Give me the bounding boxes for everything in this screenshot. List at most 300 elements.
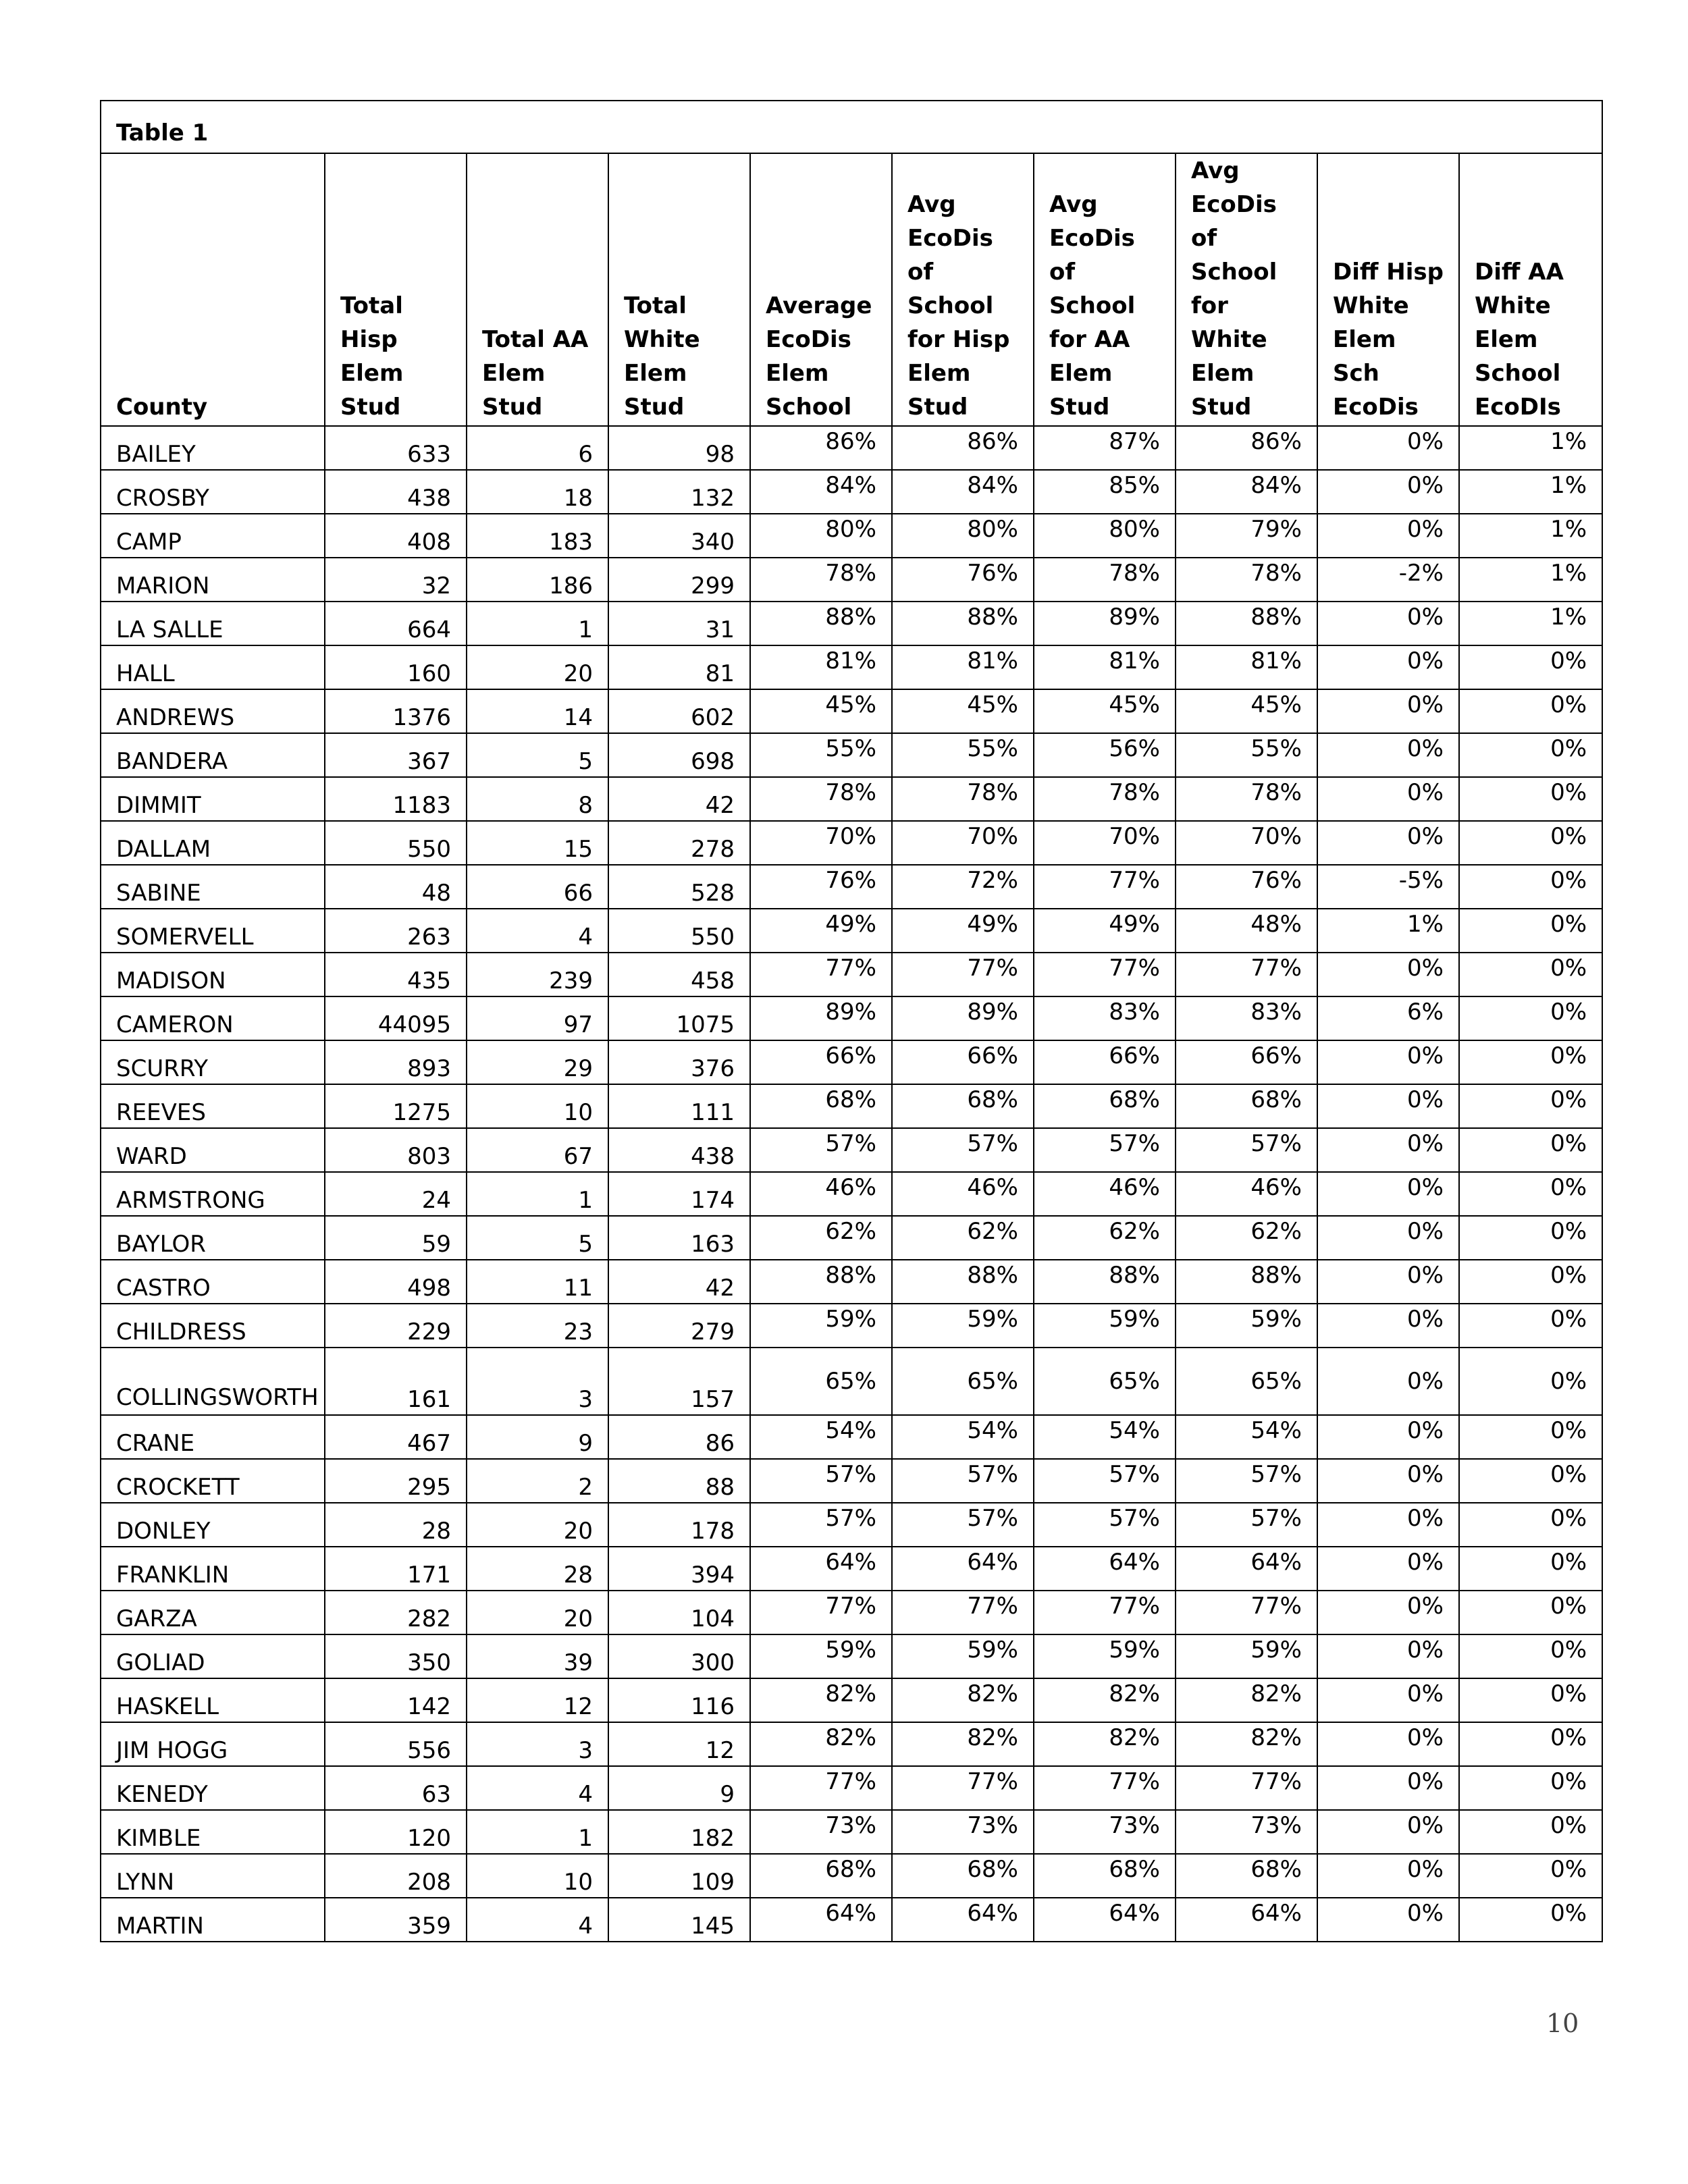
value-cell: 87% bbox=[1034, 426, 1176, 470]
value-cell: 64% bbox=[1176, 1898, 1317, 1942]
value-cell: 82% bbox=[1034, 1722, 1176, 1766]
value-cell: 59% bbox=[892, 1304, 1034, 1348]
value-cell: 438 bbox=[608, 1128, 750, 1172]
value-cell: 1183 bbox=[325, 777, 467, 821]
value-cell: 0% bbox=[1317, 1678, 1459, 1722]
value-cell: 70% bbox=[1034, 821, 1176, 865]
value-cell: 57% bbox=[1034, 1128, 1176, 1172]
value-cell: 0% bbox=[1317, 953, 1459, 996]
value-cell: 78% bbox=[750, 558, 892, 602]
value-cell: 65% bbox=[750, 1348, 892, 1415]
value-cell: 64% bbox=[1176, 1547, 1317, 1591]
value-cell: 0% bbox=[1317, 1260, 1459, 1304]
value-cell: 42 bbox=[608, 1260, 750, 1304]
value-cell: 893 bbox=[325, 1040, 467, 1084]
value-cell: 1 bbox=[467, 602, 608, 645]
value-cell: 0% bbox=[1459, 1459, 1602, 1503]
value-cell: 68% bbox=[892, 1084, 1034, 1128]
column-header: Total White Elem Stud bbox=[608, 153, 750, 426]
value-cell: 77% bbox=[1034, 865, 1176, 909]
value-cell: 161 bbox=[325, 1348, 467, 1415]
column-header: Total Hisp Elem Stud bbox=[325, 153, 467, 426]
value-cell: 282 bbox=[325, 1591, 467, 1634]
value-cell: 73% bbox=[892, 1810, 1034, 1854]
value-cell: 54% bbox=[1034, 1415, 1176, 1459]
value-cell: 5 bbox=[467, 733, 608, 777]
value-cell: 1% bbox=[1317, 909, 1459, 953]
value-cell: 208 bbox=[325, 1854, 467, 1898]
value-cell: 24 bbox=[325, 1172, 467, 1216]
value-cell: 458 bbox=[608, 953, 750, 996]
county-cell: JIM HOGG bbox=[101, 1722, 325, 1766]
county-cell: BANDERA bbox=[101, 733, 325, 777]
value-cell: 104 bbox=[608, 1591, 750, 1634]
value-cell: 1275 bbox=[325, 1084, 467, 1128]
county-cell: ARMSTRONG bbox=[101, 1172, 325, 1216]
table-row bbox=[101, 733, 1602, 777]
value-cell: 65% bbox=[1176, 1348, 1317, 1415]
value-cell: 0% bbox=[1317, 1634, 1459, 1678]
value-cell: 54% bbox=[1176, 1415, 1317, 1459]
value-cell: 62% bbox=[892, 1216, 1034, 1260]
value-cell: 59% bbox=[1034, 1304, 1176, 1348]
county-cell: GOLIAD bbox=[101, 1634, 325, 1678]
value-cell: 10 bbox=[467, 1854, 608, 1898]
value-cell: 65% bbox=[1034, 1348, 1176, 1415]
value-cell: 182 bbox=[608, 1810, 750, 1854]
county-cell: WARD bbox=[101, 1128, 325, 1172]
value-cell: 0% bbox=[1317, 1459, 1459, 1503]
value-cell: 97 bbox=[467, 996, 608, 1040]
value-cell: 66% bbox=[750, 1040, 892, 1084]
value-cell: 89% bbox=[1034, 602, 1176, 645]
value-cell: 88% bbox=[1034, 1260, 1176, 1304]
value-cell: 0% bbox=[1317, 1216, 1459, 1260]
value-cell: 120 bbox=[325, 1810, 467, 1854]
value-cell: 88% bbox=[750, 1260, 892, 1304]
value-cell: 4 bbox=[467, 909, 608, 953]
value-cell: 186 bbox=[467, 558, 608, 602]
value-cell: 142 bbox=[325, 1678, 467, 1722]
value-cell: 0% bbox=[1317, 1766, 1459, 1810]
value-cell: 88% bbox=[1176, 602, 1317, 645]
value-cell: 0% bbox=[1459, 1634, 1602, 1678]
value-cell: 0% bbox=[1459, 996, 1602, 1040]
value-cell: 0% bbox=[1459, 1678, 1602, 1722]
column-header: County bbox=[101, 153, 325, 426]
county-cell: CHILDRESS bbox=[101, 1304, 325, 1348]
value-cell: 20 bbox=[467, 645, 608, 689]
value-cell: 0% bbox=[1459, 1216, 1602, 1260]
value-cell: 0% bbox=[1317, 1591, 1459, 1634]
county-cell: GARZA bbox=[101, 1591, 325, 1634]
value-cell: 3 bbox=[467, 1348, 608, 1415]
value-cell: 45% bbox=[1176, 689, 1317, 733]
county-cell: KENEDY bbox=[101, 1766, 325, 1810]
value-cell: 45% bbox=[892, 689, 1034, 733]
county-cell: CAMERON bbox=[101, 996, 325, 1040]
value-cell: 45% bbox=[750, 689, 892, 733]
value-cell: 78% bbox=[750, 777, 892, 821]
value-cell: 1% bbox=[1459, 514, 1602, 558]
county-cell: CAMP bbox=[101, 514, 325, 558]
page-number: 10 bbox=[1546, 2008, 1579, 2038]
value-cell: 57% bbox=[892, 1128, 1034, 1172]
value-cell: 0% bbox=[1317, 1172, 1459, 1216]
value-cell: 82% bbox=[1176, 1722, 1317, 1766]
value-cell: 0% bbox=[1317, 1547, 1459, 1591]
value-cell: 81 bbox=[608, 645, 750, 689]
value-cell: 77% bbox=[750, 953, 892, 996]
table-row bbox=[101, 777, 1602, 821]
value-cell: 8 bbox=[467, 777, 608, 821]
table-row bbox=[101, 1810, 1602, 1854]
value-cell: 3 bbox=[467, 1722, 608, 1766]
value-cell: 367 bbox=[325, 733, 467, 777]
value-cell: 54% bbox=[892, 1415, 1034, 1459]
value-cell: 72% bbox=[892, 865, 1034, 909]
value-cell: 64% bbox=[892, 1898, 1034, 1942]
column-header: Average EcoDis Elem School bbox=[750, 153, 892, 426]
value-cell: 0% bbox=[1459, 645, 1602, 689]
value-cell: 82% bbox=[1034, 1678, 1176, 1722]
value-cell: 81% bbox=[1034, 645, 1176, 689]
value-cell: 0% bbox=[1459, 1260, 1602, 1304]
value-cell: 5 bbox=[467, 1216, 608, 1260]
value-cell: 59% bbox=[1034, 1634, 1176, 1678]
table-row bbox=[101, 1348, 1602, 1415]
value-cell: 279 bbox=[608, 1304, 750, 1348]
value-cell: 59% bbox=[750, 1304, 892, 1348]
value-cell: 59% bbox=[1176, 1304, 1317, 1348]
value-cell: 0% bbox=[1317, 777, 1459, 821]
value-cell: 78% bbox=[1034, 777, 1176, 821]
value-cell: 84% bbox=[1176, 470, 1317, 514]
table-row bbox=[101, 1634, 1602, 1678]
value-cell: 0% bbox=[1459, 1415, 1602, 1459]
table-title: Table 1 bbox=[101, 101, 1602, 153]
value-cell: 70% bbox=[892, 821, 1034, 865]
table-row bbox=[101, 1898, 1602, 1942]
value-cell: 28 bbox=[325, 1503, 467, 1547]
value-cell: 79% bbox=[1176, 514, 1317, 558]
value-cell: 359 bbox=[325, 1898, 467, 1942]
value-cell: 86% bbox=[1176, 426, 1317, 470]
value-cell: 160 bbox=[325, 645, 467, 689]
value-cell: 57% bbox=[892, 1503, 1034, 1547]
value-cell: 174 bbox=[608, 1172, 750, 1216]
table-row bbox=[101, 1591, 1602, 1634]
table-row bbox=[101, 1260, 1602, 1304]
value-cell: 46% bbox=[892, 1172, 1034, 1216]
value-cell: 88% bbox=[892, 602, 1034, 645]
value-cell: 68% bbox=[750, 1084, 892, 1128]
county-cell: DIMMIT bbox=[101, 777, 325, 821]
table-row bbox=[101, 1216, 1602, 1260]
value-cell: 171 bbox=[325, 1547, 467, 1591]
value-cell: 67 bbox=[467, 1128, 608, 1172]
value-cell: -5% bbox=[1317, 865, 1459, 909]
value-cell: 0% bbox=[1317, 1415, 1459, 1459]
county-cell: MARTIN bbox=[101, 1898, 325, 1942]
value-cell: 299 bbox=[608, 558, 750, 602]
table-row bbox=[101, 514, 1602, 558]
value-cell: 163 bbox=[608, 1216, 750, 1260]
value-cell: 68% bbox=[1176, 1084, 1317, 1128]
county-cell: CROSBY bbox=[101, 470, 325, 514]
value-cell: 65% bbox=[892, 1348, 1034, 1415]
value-cell: 0% bbox=[1459, 821, 1602, 865]
table-row bbox=[101, 1678, 1602, 1722]
value-cell: 64% bbox=[892, 1547, 1034, 1591]
value-cell: 68% bbox=[750, 1854, 892, 1898]
value-cell: 376 bbox=[608, 1040, 750, 1084]
value-cell: 109 bbox=[608, 1854, 750, 1898]
value-cell: 0% bbox=[1459, 1854, 1602, 1898]
value-cell: 66% bbox=[892, 1040, 1034, 1084]
value-cell: 550 bbox=[325, 821, 467, 865]
value-cell: 340 bbox=[608, 514, 750, 558]
value-cell: 89% bbox=[750, 996, 892, 1040]
value-cell: 1% bbox=[1459, 470, 1602, 514]
table-row bbox=[101, 558, 1602, 602]
value-cell: 0% bbox=[1317, 1084, 1459, 1128]
table-row bbox=[101, 1547, 1602, 1591]
county-cell: DONLEY bbox=[101, 1503, 325, 1547]
value-cell: 0% bbox=[1459, 1172, 1602, 1216]
value-cell: 82% bbox=[750, 1678, 892, 1722]
value-cell: 300 bbox=[608, 1634, 750, 1678]
value-cell: 6% bbox=[1317, 996, 1459, 1040]
county-cell: MADISON bbox=[101, 953, 325, 996]
value-cell: 263 bbox=[325, 909, 467, 953]
value-cell: 57% bbox=[1176, 1503, 1317, 1547]
value-cell: 157 bbox=[608, 1348, 750, 1415]
value-cell: 12 bbox=[467, 1678, 608, 1722]
value-cell: 6 bbox=[467, 426, 608, 470]
value-cell: 1 bbox=[467, 1810, 608, 1854]
value-cell: 1376 bbox=[325, 689, 467, 733]
value-cell: 77% bbox=[750, 1766, 892, 1810]
value-cell: 57% bbox=[1034, 1503, 1176, 1547]
value-cell: 0% bbox=[1317, 514, 1459, 558]
value-cell: 77% bbox=[1176, 953, 1317, 996]
county-cell: LA SALLE bbox=[101, 602, 325, 645]
value-cell: 88% bbox=[892, 1260, 1034, 1304]
value-cell: 78% bbox=[892, 777, 1034, 821]
value-cell: 550 bbox=[608, 909, 750, 953]
value-cell: 70% bbox=[750, 821, 892, 865]
value-cell: 78% bbox=[1034, 558, 1176, 602]
value-cell: 76% bbox=[750, 865, 892, 909]
table-row bbox=[101, 821, 1602, 865]
value-cell: 0% bbox=[1317, 1304, 1459, 1348]
value-cell: 57% bbox=[1176, 1459, 1317, 1503]
column-header: Diff Hisp White Elem Sch EcoDis bbox=[1317, 153, 1459, 426]
value-cell: 57% bbox=[750, 1128, 892, 1172]
value-cell: 394 bbox=[608, 1547, 750, 1591]
value-cell: 698 bbox=[608, 733, 750, 777]
value-cell: 66% bbox=[1034, 1040, 1176, 1084]
county-cell: LYNN bbox=[101, 1854, 325, 1898]
value-cell: 77% bbox=[892, 1591, 1034, 1634]
value-cell: 68% bbox=[1176, 1854, 1317, 1898]
value-cell: 77% bbox=[1034, 953, 1176, 996]
table-row bbox=[101, 426, 1602, 470]
column-header: Avg EcoDis of School for Hisp Elem Stud bbox=[892, 153, 1034, 426]
value-cell: 0% bbox=[1459, 1547, 1602, 1591]
value-cell: 0% bbox=[1317, 1040, 1459, 1084]
county-ecodis-table bbox=[100, 100, 1603, 1942]
table-row bbox=[101, 602, 1602, 645]
value-cell: 84% bbox=[750, 470, 892, 514]
county-cell: CRANE bbox=[101, 1415, 325, 1459]
value-cell: 1075 bbox=[608, 996, 750, 1040]
value-cell: 57% bbox=[892, 1459, 1034, 1503]
value-cell: 82% bbox=[750, 1722, 892, 1766]
table-row bbox=[101, 1459, 1602, 1503]
value-cell: 49% bbox=[750, 909, 892, 953]
county-cell: KIMBLE bbox=[101, 1810, 325, 1854]
value-cell: 0% bbox=[1317, 426, 1459, 470]
value-cell: 64% bbox=[1034, 1547, 1176, 1591]
value-cell: 57% bbox=[750, 1459, 892, 1503]
value-cell: 1% bbox=[1459, 558, 1602, 602]
value-cell: 0% bbox=[1317, 1854, 1459, 1898]
value-cell: 498 bbox=[325, 1260, 467, 1304]
value-cell: 55% bbox=[1176, 733, 1317, 777]
value-cell: 11 bbox=[467, 1260, 608, 1304]
value-cell: 68% bbox=[1034, 1854, 1176, 1898]
table-row bbox=[101, 909, 1602, 953]
value-cell: 435 bbox=[325, 953, 467, 996]
value-cell: 0% bbox=[1317, 602, 1459, 645]
value-cell: 556 bbox=[325, 1722, 467, 1766]
table-body bbox=[101, 426, 1602, 1942]
value-cell: 0% bbox=[1459, 1304, 1602, 1348]
value-cell: 88% bbox=[1176, 1260, 1317, 1304]
value-cell: 0% bbox=[1459, 1128, 1602, 1172]
value-cell: 145 bbox=[608, 1898, 750, 1942]
value-cell: 528 bbox=[608, 865, 750, 909]
value-cell: 73% bbox=[1176, 1810, 1317, 1854]
table-row bbox=[101, 1304, 1602, 1348]
value-cell: 82% bbox=[892, 1678, 1034, 1722]
value-cell: 76% bbox=[1176, 865, 1317, 909]
value-cell: 59 bbox=[325, 1216, 467, 1260]
value-cell: 80% bbox=[892, 514, 1034, 558]
value-cell: 82% bbox=[892, 1722, 1034, 1766]
table-row bbox=[101, 1084, 1602, 1128]
value-cell: 77% bbox=[1034, 1591, 1176, 1634]
county-cell: BAYLOR bbox=[101, 1216, 325, 1260]
value-cell: 73% bbox=[1034, 1810, 1176, 1854]
value-cell: 0% bbox=[1317, 1810, 1459, 1854]
value-cell: 59% bbox=[892, 1634, 1034, 1678]
value-cell: 49% bbox=[892, 909, 1034, 953]
value-cell: 86 bbox=[608, 1415, 750, 1459]
value-cell: 46% bbox=[1034, 1172, 1176, 1216]
value-cell: 4 bbox=[467, 1898, 608, 1942]
value-cell: 0% bbox=[1317, 1128, 1459, 1172]
value-cell: 9 bbox=[608, 1766, 750, 1810]
value-cell: 0% bbox=[1317, 1348, 1459, 1415]
value-cell: 0% bbox=[1459, 689, 1602, 733]
value-cell: 66 bbox=[467, 865, 608, 909]
value-cell: 602 bbox=[608, 689, 750, 733]
county-cell: CROCKETT bbox=[101, 1459, 325, 1503]
value-cell: 55% bbox=[892, 733, 1034, 777]
value-cell: 0% bbox=[1459, 733, 1602, 777]
value-cell: 68% bbox=[1034, 1084, 1176, 1128]
value-cell: 0% bbox=[1459, 1084, 1602, 1128]
table-row bbox=[101, 689, 1602, 733]
value-cell: 62% bbox=[1176, 1216, 1317, 1260]
value-cell: 63 bbox=[325, 1766, 467, 1810]
value-cell: 73% bbox=[750, 1810, 892, 1854]
value-cell: 68% bbox=[892, 1854, 1034, 1898]
value-cell: 12 bbox=[608, 1722, 750, 1766]
value-cell: 39 bbox=[467, 1634, 608, 1678]
value-cell: 62% bbox=[1034, 1216, 1176, 1260]
value-cell: 76% bbox=[892, 558, 1034, 602]
value-cell: 229 bbox=[325, 1304, 467, 1348]
value-cell: 278 bbox=[608, 821, 750, 865]
value-cell: 77% bbox=[1176, 1591, 1317, 1634]
value-cell: 0% bbox=[1459, 1040, 1602, 1084]
value-cell: 89% bbox=[892, 996, 1034, 1040]
value-cell: 23 bbox=[467, 1304, 608, 1348]
table-row bbox=[101, 865, 1602, 909]
county-cell: ANDREWS bbox=[101, 689, 325, 733]
table-row bbox=[101, 1722, 1602, 1766]
value-cell: 0% bbox=[1459, 909, 1602, 953]
value-cell: 15 bbox=[467, 821, 608, 865]
value-cell: 0% bbox=[1459, 1898, 1602, 1942]
table-row bbox=[101, 645, 1602, 689]
county-cell: SABINE bbox=[101, 865, 325, 909]
value-cell: 98 bbox=[608, 426, 750, 470]
value-cell: 0% bbox=[1459, 777, 1602, 821]
value-cell: 45% bbox=[1034, 689, 1176, 733]
value-cell: 88 bbox=[608, 1459, 750, 1503]
value-cell: 78% bbox=[1176, 558, 1317, 602]
value-cell: 29 bbox=[467, 1040, 608, 1084]
value-cell: 20 bbox=[467, 1591, 608, 1634]
table-row bbox=[101, 1766, 1602, 1810]
value-cell: 88% bbox=[750, 602, 892, 645]
value-cell: 239 bbox=[467, 953, 608, 996]
value-cell: 83% bbox=[1034, 996, 1176, 1040]
value-cell: 408 bbox=[325, 514, 467, 558]
value-cell: 77% bbox=[750, 1591, 892, 1634]
value-cell: 1% bbox=[1459, 602, 1602, 645]
value-cell: 0% bbox=[1317, 1898, 1459, 1942]
value-cell: 77% bbox=[892, 1766, 1034, 1810]
value-cell: 0% bbox=[1459, 1503, 1602, 1547]
value-cell: 44095 bbox=[325, 996, 467, 1040]
county-cell: CASTRO bbox=[101, 1260, 325, 1304]
county-cell: SCURRY bbox=[101, 1040, 325, 1084]
county-cell: MARION bbox=[101, 558, 325, 602]
value-cell: 0% bbox=[1459, 1591, 1602, 1634]
value-cell: 0% bbox=[1459, 1348, 1602, 1415]
value-cell: 77% bbox=[1176, 1766, 1317, 1810]
table-row bbox=[101, 1503, 1602, 1547]
value-cell: 59% bbox=[1176, 1634, 1317, 1678]
value-cell: 59% bbox=[750, 1634, 892, 1678]
value-cell: 10 bbox=[467, 1084, 608, 1128]
